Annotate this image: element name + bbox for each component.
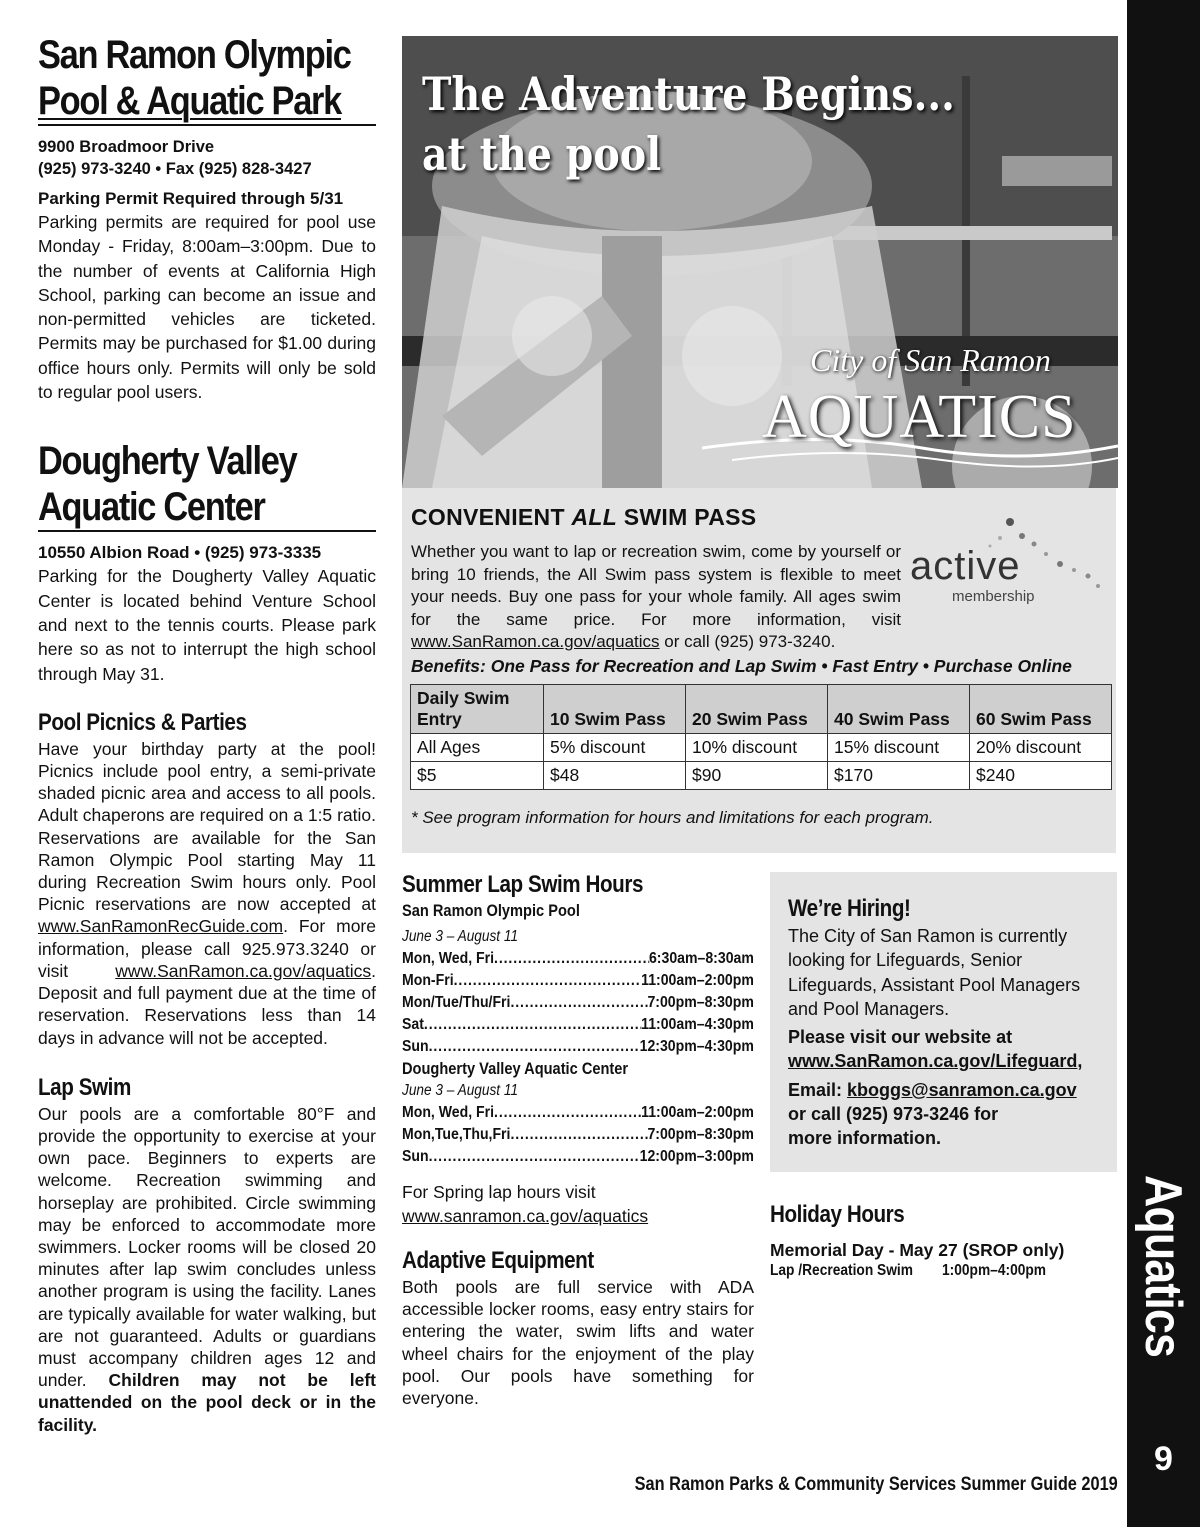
leader-dots	[494, 948, 649, 970]
dvac-date-range: June 3 – August 11	[402, 1082, 519, 1099]
hiring-call: or call (925) 973-3246 for more information.	[788, 1104, 999, 1149]
dvac-body: Parking for the Dougherty Valley Aquatic Center is located behind Venture School and next to the tennis courts. Please park here so as not to interrupt the high school through May 31.	[38, 566, 376, 684]
srop-parking-body: Parking permits are required for pool use Monday - Friday, 8:00am–3:00pm. Due to the number of events at California High School, parking can become an issue and non-permitted vehicles are ticketed. Permits may be purchased for $1.00 during office hours only. Permits will only be sold to regular pool users.	[38, 212, 376, 403]
spring-hours-link[interactable]: www.sanramon.ca.gov/aquatics	[402, 1206, 649, 1226]
picnics-body-c: . Deposit and full payment due at the time of reservation. Reservations less than 14 days in advance will not be accepted.	[38, 960, 376, 1048]
lap-swim-text: Our pools are a comfortable 80°F and provide the opportunity to exercise at your own pace. Beginners to experts are welcome. Recreation swimming and horseplay are prohibited. Circle swimming may be enforced to accommodate more swimmers. Locker rooms will be closed 20 minutes after lap swim concludes unless another program is using the facility. Lanes are typically available for water walking, but are not guaranteed. Adults or guardians must accompany children ages 12 and under.	[38, 1103, 376, 1391]
section-tab-label	[1135, 1175, 1195, 1395]
leader-dots	[454, 970, 642, 992]
lap-swim-title: Lap Swim	[38, 1073, 131, 1101]
dvac-title-line1: Dougherty Valley	[38, 439, 297, 484]
table-header: Daily Swim Entry	[411, 685, 544, 734]
swim-pass-box	[402, 488, 1116, 853]
spring-hours-text: For Spring lap hours visit	[402, 1182, 596, 1202]
membership-word: membership	[952, 588, 1035, 605]
swim-pass-title-b: ALL	[571, 504, 618, 530]
rec-guide-link[interactable]: www.SanRamonRecGuide.com	[38, 916, 284, 937]
active-membership-logo	[910, 514, 1110, 604]
srop-heading	[38, 32, 376, 126]
hiring-title: We’re Hiring!	[788, 895, 911, 922]
schedule-time: 6:30am–8:30am	[648, 950, 754, 967]
dvac-heading	[38, 438, 376, 532]
schedule-day: Mon, Wed, Fri	[402, 950, 495, 967]
picnics-title: Pool Picnics & Parties	[38, 708, 247, 736]
swim-pass-title	[411, 504, 756, 531]
hiring-link-line	[788, 1049, 1108, 1073]
table-cell: All Ages	[411, 734, 544, 762]
schedule-day: Mon, Wed, Fri	[402, 1104, 495, 1121]
page-number: 9	[1154, 1440, 1173, 1478]
active-word: active	[910, 544, 1021, 588]
schedule-day: Sun	[402, 1038, 429, 1055]
srop-parking-heading: Parking Permit Required through 5/31	[38, 189, 344, 208]
schedule-time: 12:30pm–4:30pm	[639, 1038, 754, 1055]
lifeguard-link[interactable]: www.SanRamon.ca.gov/Lifeguard	[788, 1051, 1078, 1072]
picnics-body-b: . For more information, please call 925.973.3240 or visit	[38, 916, 376, 981]
schedule-day: Sat	[402, 1016, 424, 1033]
lap-hours-title: Summer Lap Swim Hours	[402, 871, 644, 898]
lap-swim-body	[38, 1103, 376, 1436]
left-column	[38, 32, 376, 1436]
hero-image	[402, 36, 1118, 488]
swim-pass-note: * See program information for hours and limitations for each program.	[411, 808, 934, 827]
schedule-row	[402, 1102, 754, 1124]
hero-title-line2: at the pool	[422, 127, 662, 181]
table-header-row	[411, 685, 1112, 734]
leader-dots	[429, 1036, 640, 1058]
schedule-time: 7:00pm–8:30pm	[647, 1126, 754, 1143]
dvac-title-line2: Aquatic Center	[38, 485, 265, 530]
schedule-time: 11:00am–4:30pm	[641, 1016, 754, 1033]
aquatics-logo: AQUATICS	[762, 383, 1077, 451]
hero-title-line1: The Adventure Begins...	[422, 67, 955, 121]
srop-title-line2: Pool & Aquatic Park	[38, 79, 342, 123]
leader-dots	[510, 1124, 647, 1146]
leader-dots	[424, 1014, 641, 1036]
aquatics-link[interactable]: www.SanRamon.ca.gov/aquatics	[115, 960, 372, 981]
swim-pass-call: or call (925) 973-3240.	[659, 632, 836, 651]
section-tab	[1127, 0, 1200, 1527]
email-link[interactable]: kboggs@sanramon.ca.gov	[847, 1079, 1077, 1100]
table-row	[411, 762, 1112, 790]
swim-pass-title-c: SWIM PASS	[617, 504, 757, 530]
lap-swim-warning: Children may not be left unattended on the pool deck or in the facility.	[38, 1370, 376, 1435]
table-header: 10 Swim Pass	[544, 685, 686, 734]
schedule-day: Sun	[402, 1148, 429, 1165]
dvac-address: 10550 Albion Road • (925) 973-3335	[38, 543, 322, 563]
table-row	[411, 734, 1112, 762]
table-header: 20 Swim Pass	[686, 685, 828, 734]
dvac-hours-name: Dougherty Valley Aquatic Center	[402, 1059, 629, 1078]
schedule-row	[402, 1146, 754, 1168]
swim-pass-table	[410, 684, 1112, 790]
holiday-row	[770, 1262, 1062, 1280]
picnics-body	[38, 738, 376, 1049]
lap-hours-section	[402, 870, 754, 1409]
hiring-email-line	[788, 1078, 1108, 1102]
schedule-time: 7:00pm–8:30pm	[647, 994, 754, 1011]
section-tab-text: Aquatics	[1134, 1175, 1192, 1357]
schedule-row	[402, 1124, 754, 1146]
hiring-email-label: Email:	[788, 1079, 848, 1100]
table-cell: $48	[544, 762, 686, 790]
table-header: 40 Swim Pass	[828, 685, 970, 734]
page-footer: San Ramon Parks & Community Services Summer Guide 2019	[634, 1474, 1118, 1495]
adaptive-title: Adaptive Equipment	[402, 1247, 594, 1274]
swim-pass-link[interactable]: www.SanRamon.ca.gov/aquatics	[411, 632, 660, 651]
schedule-time: 11:00am–2:00pm	[641, 972, 754, 989]
leader-dots	[429, 1146, 640, 1168]
schedule-day: Mon,Tue,Thu,Fri	[402, 1126, 511, 1143]
table-cell: 20% discount	[970, 734, 1112, 762]
table-cell: $240	[970, 762, 1112, 790]
schedule-time: 11:00am–2:00pm	[641, 1104, 754, 1121]
srop-hours-name: San Ramon Olympic Pool	[402, 901, 580, 920]
table-header: 60 Swim Pass	[970, 685, 1112, 734]
table-cell: 15% discount	[828, 734, 970, 762]
hero-title	[422, 64, 955, 184]
swim-pass-title-a: CONVENIENT	[411, 504, 572, 530]
leader-dots	[510, 992, 647, 1014]
srop-date-range: June 3 – August 11	[402, 928, 519, 945]
hiring-body: The City of San Ramon is currently looking for Lifeguards, Senior Lifeguards, Assistant Pool Managers and Pool Managers.	[788, 926, 1081, 1019]
srop-phone: (925) 973-3240 • Fax (925) 828-3427	[38, 160, 312, 178]
table-cell: 5% discount	[544, 734, 686, 762]
adaptive-body: Both pools are full service with ADA accessible locker rooms, easy entry stairs for entering the water, swim lifts and water wheel chairs for the enjoyment of the play pool. Our pools have something for everyone.	[402, 1277, 754, 1409]
table-cell: $90	[686, 762, 828, 790]
holiday-section	[770, 1200, 1110, 1280]
schedule-time: 12:00pm–3:00pm	[639, 1148, 754, 1165]
schedule-row	[402, 1036, 754, 1058]
schedule-row	[402, 992, 754, 1014]
srop-address: 9900 Broadmoor Drive	[38, 138, 215, 156]
hiring-visit: Please visit our website at	[788, 1027, 1013, 1048]
schedule-row	[402, 970, 754, 992]
swim-pass-text: Whether you want to lap or recreation swim, come by yourself or bring 10 friends, the All Swim pass system is flexible to meet your needs. Buy one pass for your whole family. All ages swim for the same price. For more information, visit	[411, 542, 901, 629]
schedule-day: Mon-Fri	[402, 972, 454, 989]
schedule-row	[402, 948, 754, 970]
leader-dots	[494, 1102, 641, 1124]
schedule-row	[402, 1014, 754, 1036]
schedule-day: Mon/Tue/Thu/Fri	[402, 994, 511, 1011]
holiday-label: Lap /Recreation Swim	[770, 1262, 913, 1279]
hiring-box	[770, 872, 1117, 1172]
holiday-title: Holiday Hours	[770, 1201, 905, 1228]
table-cell: 10% discount	[686, 734, 828, 762]
table-cell: $170	[828, 762, 970, 790]
holiday-time: 1:00pm–4:00pm	[942, 1262, 1047, 1279]
swim-pass-body	[411, 541, 901, 654]
hero-city: City of San Ramon	[810, 342, 1051, 378]
table-cell: $5	[411, 762, 544, 790]
holiday-day: Memorial Day - May 27 (SROP only)	[770, 1240, 1065, 1260]
hiring-comma: ,	[1077, 1051, 1083, 1072]
picnics-body-a: Have your birthday party at the pool! Picnics include pool entry, a semi-private shaded picnic area and access to all pools. Adult chaperons are required on a 1:5 ratio. Reservations are available for the San Ramon Olympic Pool starting May 11 during Recreation Swim hours only. Pool Picnic reservations are now accepted at	[38, 738, 376, 915]
benefits-line: Benefits: One Pass for Recreation and Lap Swim • Fast Entry • Purchase Online	[411, 656, 1072, 676]
srop-title-line1: San Ramon Olympic	[38, 33, 351, 77]
